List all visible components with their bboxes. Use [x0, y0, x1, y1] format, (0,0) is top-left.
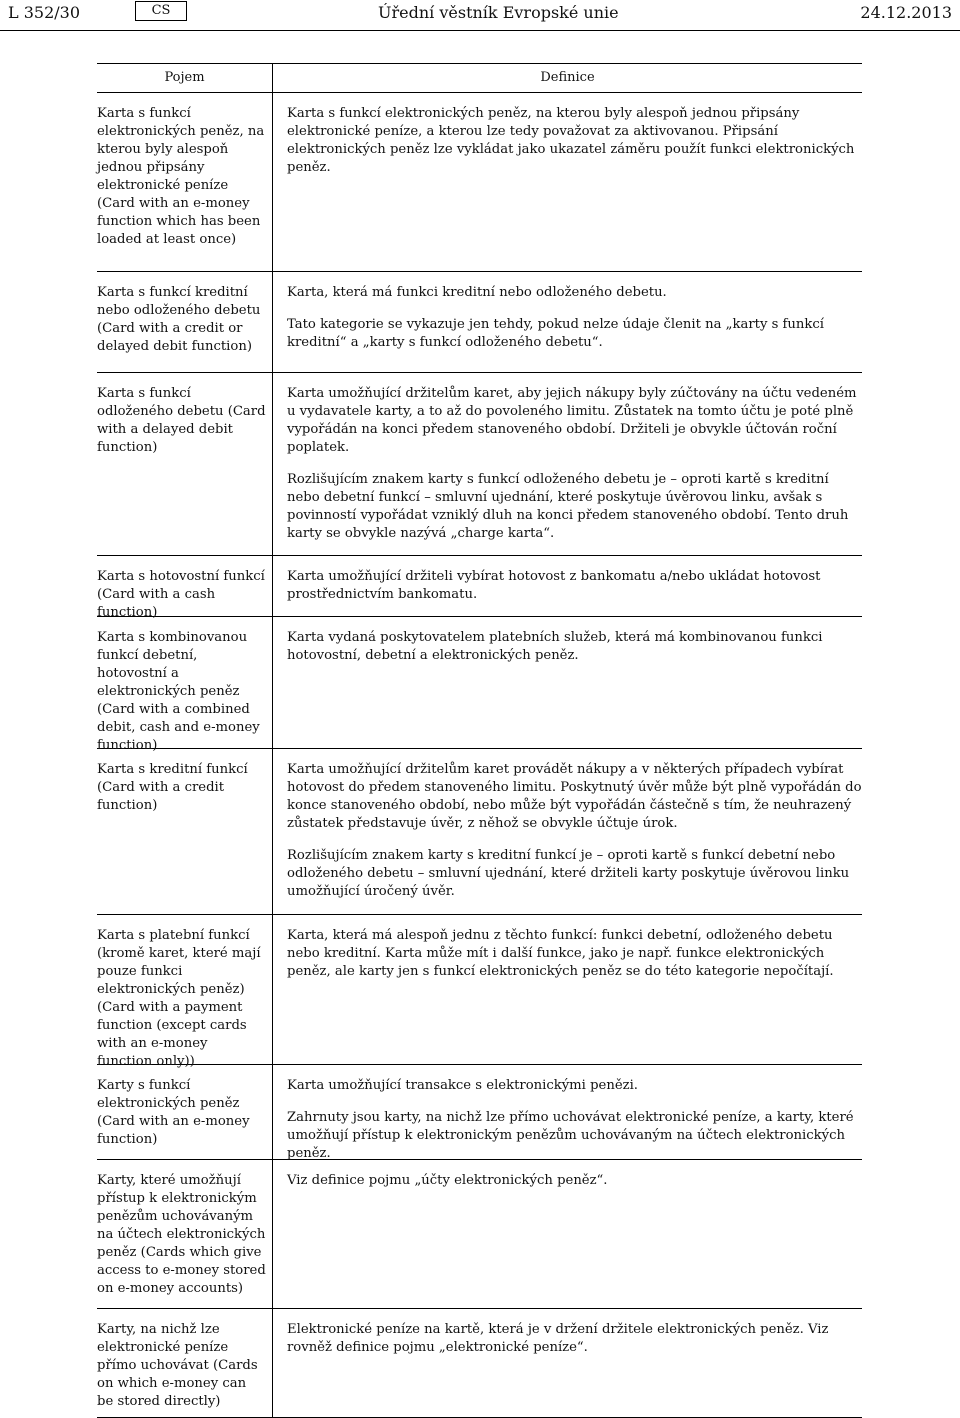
- term-cell: Karta s funkcí odloženého debetu (Card with a delayed debit function): [97, 386, 266, 455]
- definition-cell: [272, 93, 862, 271]
- term-cell: Karta s kreditní funkcí (Card with a credit function): [97, 762, 248, 813]
- term-cell: Karta s kombinovanou funkcí debetní, hotovostní a elektronických peněz (Card with a combined debit, cash and e-money function): [97, 630, 260, 753]
- table-row: [97, 271, 862, 372]
- column-header-term: Pojem: [164, 70, 205, 85]
- definition-paragraph: Karta, která má funkci kreditní nebo odloženého debetu.: [287, 285, 667, 300]
- definition-paragraph: Karta s funkcí elektronických peněz, na kterou byly alespoň jednou připsány elektronické peníze, a kterou lze tedy považovat za aktivovanou. Připsání elektronických peněz lze vykládat jako ukazatel záměru použít funkci elektronických peněz.: [287, 106, 855, 175]
- definition-cell: [272, 749, 862, 914]
- publication-date: 24.12.2013: [860, 3, 952, 22]
- language-badge: CS: [135, 1, 187, 21]
- definition-paragraph: Karta umožňující držitelům karet provádět nákupy a v některých případech vybírat hotovost do předem stanoveného limitu. Poskytnutý úvěr může být plně vypořádán do konce stanoveného období, nebo může být vypořádán částečně s tím, že neuhrazený zůstatek představuje úvěr, z něhož se obvykle účtuje úrok.: [287, 762, 862, 831]
- table-row: [97, 616, 862, 753]
- definition-cell: [272, 556, 862, 616]
- definition-cell: [272, 272, 862, 372]
- definition-paragraph: Elektronické peníze na kartě, která je v držení držitele elektronických peněz. Viz rovněž definice pojmu „elektronické peníze“.: [287, 1322, 829, 1355]
- definition-paragraph: Zahrnuty jsou karty, na nichž lze přímo uchovávat elektronické peníze, a karty, které umožňují přístup k elektronickým penězům uchovávaným na účtech elektronických peněz.: [287, 1110, 854, 1161]
- page-header: [0, 0, 960, 31]
- term-cell: Karta s platební funkcí (kromě karet, které mají pouze funkci elektronických peněz) (Card with a payment function (except cards with an e-money function only)): [97, 928, 261, 1069]
- definition-cell: [272, 617, 862, 748]
- table-row: [97, 93, 862, 271]
- term-cell: Karta s funkcí kreditní nebo odloženého debetu (Card with a credit or delayed debit function): [97, 285, 261, 354]
- term-cell: Karty, na nichž lze elektronické peníze přímo uchovávat (Cards on which e-money can be stored directly): [97, 1322, 258, 1409]
- definition-paragraph: Rozlišujícím znakem karty s kreditní funkcí je – oproti kartě s funkcí debetní nebo odloženého debetu – smluvní ujednání, které držiteli karty poskytuje úvěrovou linku umožňující úročený úvěr.: [287, 848, 850, 899]
- definition-cell: [272, 1065, 862, 1159]
- definition-paragraph: Karta umožňující držitelům karet, aby jejich nákupy byly zúčtovány na účtu vedeném u vydavatele karty, a to až do povoleného limitu. Zůstatek na tomto účtu je poté plně vypořádán na konci předem stanoveného období. Držiteli je obvykle účtován roční poplatek.: [287, 386, 857, 455]
- term-cell: Karty, které umožňují přístup k elektronickým penězům uchovávaným na účtech elektronických peněz (Cards which give access to e-money stored on e-money accounts): [97, 1173, 266, 1296]
- definitions-table: [97, 63, 862, 1418]
- definition-paragraph: Rozlišujícím znakem karty s funkcí odloženého debetu je – oproti kartě s kreditní nebo debetní funkcí – smluvní ujednání, které poskytuje úvěrovou linku, avšak s povinností vypořádat vzniklý dluh na konci předem stanoveného období. Tento druh karty se obvykle nazývá „charge karta“.: [287, 472, 849, 541]
- table-row: [97, 372, 862, 555]
- table-row: [97, 914, 862, 1069]
- definition-cell: [272, 373, 862, 555]
- definition-cell: [272, 1160, 862, 1308]
- column-header-definition: Definice: [272, 64, 862, 92]
- table-row: [97, 748, 862, 914]
- journal-title: Úřední věstník Evropské unie: [378, 3, 619, 22]
- table-row: [97, 555, 862, 620]
- definition-paragraph: Viz definice pojmu „účty elektronických peněz“.: [287, 1173, 608, 1188]
- table-header: [97, 64, 862, 93]
- definition-paragraph: Tato kategorie se vykazuje jen tehdy, pokud nelze údaje členit na „karty s funkcí kreditní“ a „karty s funkcí odloženého debetu“.: [287, 317, 825, 350]
- term-cell: Karta s hotovostní funkcí (Card with a cash function): [97, 569, 265, 620]
- definition-paragraph: Karta umožňující transakce s elektronickými penězi.: [287, 1078, 638, 1093]
- page-reference: L 352/30: [8, 3, 80, 22]
- term-cell: Karta s funkcí elektronických peněz, na kterou byly alespoň jednou připsány elektronické peníze (Card with an e-money function which has been loaded at least once): [97, 106, 265, 247]
- table-row: [97, 1159, 862, 1308]
- table-row: [97, 1064, 862, 1159]
- definition-paragraph: Karta, která má alespoň jednu z těchto funkcí: funkci debetní, odloženého debetu nebo kreditní. Karta může mít i další funkce, jako je např. funkce elektronických peněz, ale karty jen s funkcí elektronických peněz se do této kategorie nepočítají.: [287, 928, 834, 979]
- definition-paragraph: Karta vydaná poskytovatelem platebních služeb, která má kombinovanou funkci hotovostní, debetní a elektronických peněz.: [287, 630, 823, 663]
- definition-cell: [272, 915, 862, 1064]
- definition-paragraph: Karta umožňující držiteli vybírat hotovost z bankomatu a/nebo ukládat hotovost prostřednictvím bankomatu.: [287, 569, 821, 602]
- term-cell: Karty s funkcí elektronických peněz (Card with an e-money function): [97, 1078, 250, 1147]
- table-row: [97, 1308, 862, 1417]
- definition-cell: [272, 1309, 862, 1417]
